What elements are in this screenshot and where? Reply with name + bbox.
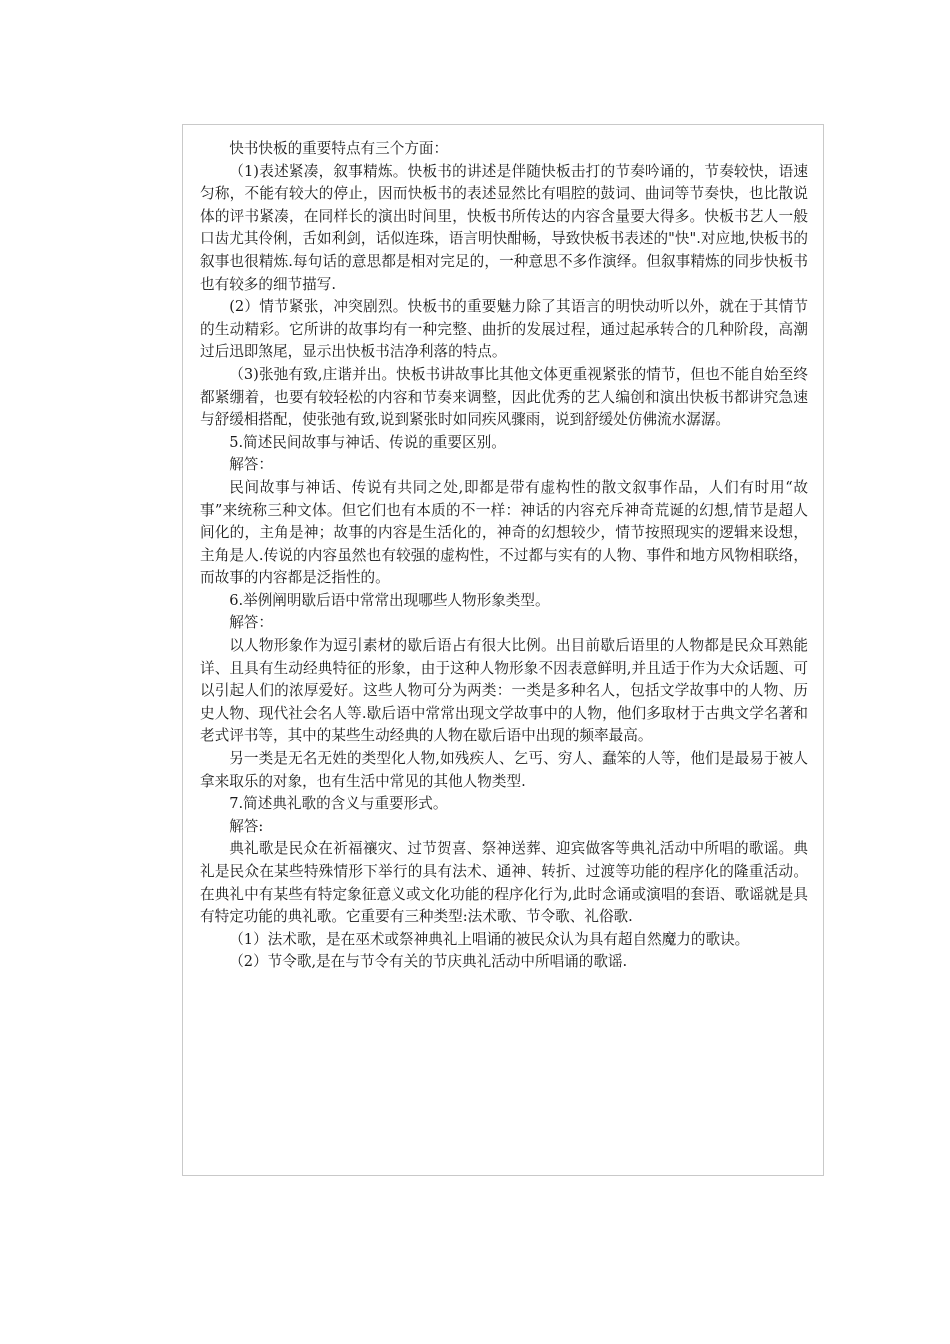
paragraph-point-3: （3)张弛有致,庄谐并出。快板书讲故事比其他文体更重视紧张的情节，但也不能自始至终都紧绷着，也要有较轻松的内容和节奏来调整，因此优秀的艺人编创和演出快板书都讲究急速与舒缓相搭配，使张弛有致,说到紧张时如同疾风骤雨，说到舒缓处仿佛流水潺潺。 (200, 365, 808, 429)
question-6: 6.举例阐明歇后语中常常出现哪些人物形象类型。 (229, 591, 550, 609)
answer-6-part-1: 以人物形象作为逗引素材的歇后语占有很大比例。出目前歇后语里的人物都是民众耳熟能详、且具有生动经典特征的形象，由于这种人物形象不因表意鲜明,并且适于作为大众话题、可以引起人们的浓厚爱好。这些人物可分为两类：一类是多种名人，包括文学故事中的人物、历史人物、现代社会名人等.歇后语中常常出现文学故事中的人物，他们多取材于古典文学名著和老式评书等，其中的某些生动经典的人物在歇后语中出现的频率最高。 (200, 637, 808, 745)
answer-7-item-1: （1）法术歌，是在巫术或祭神典礼上唱诵的被民众认为具有超自然魔力的歌诀。 (229, 930, 750, 948)
document-body (200, 138, 808, 974)
answer-7-item-2: （2）节令歌,是在与节令有关的节庆典礼活动中所唱诵的歌谣. (229, 953, 628, 971)
paragraph-point-1: （1)表述紧凑，叙事精炼。快板书的讲述是伴随快板击打的节奏吟诵的，节奏较快，语速匀称，不能有较大的停止，因而快板书的表述显然比有唱腔的鼓词、曲词等节奏快，也比散说体的评书紧凑，在同样长的演出时间里，快板书所传达的内容含量要大得多。快板书艺人一般口齿尤其伶俐，舌如利剑，话似连珠，语言明快酣畅，导致快板书表述的"快".对应地,快板书的叙事也很精炼.每句话的意思都是相对完足的，一种意思不多作演绎。但叙事精炼的同步快板书也有较多的细节描写. (200, 162, 808, 293)
answer-7: 典礼歌是民众在祈福禳灾、过节贺喜、祭神送葬、迎宾做客等典礼活动中所唱的歌谣。典礼是民众在某些特殊情形下举行的具有法术、通神、转折、过渡等功能的程序化的隆重活动。在典礼中有某些有特定象征意义或文化功能的程序化行为,此时念诵或演唱的套语、歌谣就是具有特定功能的典礼歌。它重要有三种类型:法术歌、节令歌、礼俗歌. (200, 840, 808, 926)
answer-5: 民间故事与神话、传说有共同之处,即都是带有虚构性的散文叙事作品，人们有时用“故事”来统称三种文体。但它们也有本质的不一样：神话的内容充斥神奇荒诞的幻想,情节是超人间化的，主角是神；故事的内容是生活化的，神奇的幻想较少，情节按照现实的逻辑来设想，主角是人.传说的内容虽然也有较强的虚构性，不过都与实有的人物、事件和地方风物相联络，而故事的内容都是泛指性的。 (200, 478, 808, 587)
answer-6-part-2: 另一类是无名无姓的类型化人物,如残疾人、乞丐、穷人、蠢笨的人等，他们是最易于被人拿来取乐的对象，也有生活中常见的其他人物类型. (200, 750, 808, 790)
answer-label-7: 解答: (229, 817, 264, 835)
answer-label-5: 解答： (229, 456, 273, 474)
paragraph-point-2: (2）情节紧张，冲突剧烈。快板书的重要魅力除了其语言的明快动听以外，就在于其情节的生动精彩。它所讲的故事均有一种完整、曲折的发展过程，通过起承转合的几种阶段，高潮过后迅即煞尾，显示出快板书洁净利落的特点。 (200, 298, 808, 361)
question-5: 5.简述民间故事与神话、传说的重要区别。 (229, 433, 506, 451)
question-7: 7.简述典礼歌的含义与重要形式。 (229, 795, 448, 813)
paragraph-intro: 快书快板的重要特点有三个方面： (229, 140, 449, 157)
answer-label-6: 解答： (229, 614, 273, 632)
